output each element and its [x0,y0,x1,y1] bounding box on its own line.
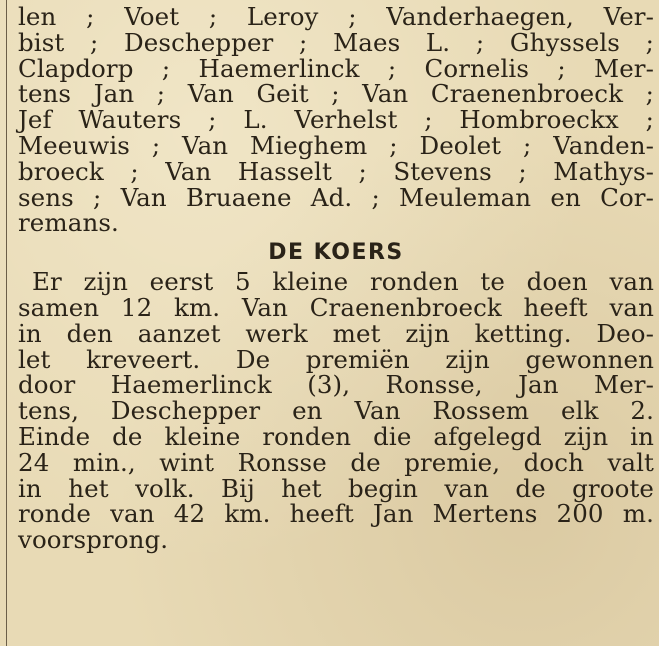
participant-list [18,4,654,236]
race-report [18,269,654,553]
text-line: in het volk. Bij het begin van de groote [18,473,654,503]
text-line: Meeuwis ; Van Mieghem ; Deolet ; Vanden- [18,130,654,160]
text-line: sens ; Van Bruaene Ad. ; Meuleman en Cor- [18,182,654,212]
text-line: remans. [18,208,119,238]
text-line: ronde van 42 km. heeft Jan Mertens 200 m. [18,499,654,529]
section-heading: DE KOERS [268,240,404,266]
text-line: voorsprong. [18,525,169,555]
text-line: bist ; Deschepper ; Maes L. ; Ghyssels ; [18,27,654,57]
text-line: samen 12 km. Van Craenenbroeck heeft van [18,292,654,322]
text-line: Einde de kleine ronden die afgelegd zijn in [18,421,654,451]
text-line: 24 min., wint Ronsse de premie, doch valt [18,447,654,477]
article-column [18,4,654,553]
text-line: Jef Wauters ; L. Verhelst ; Hombroeckx ; [18,105,654,135]
text-line: broeck ; Van Hasselt ; Stevens ; Mathys- [18,156,654,186]
text-line: door Haemerlinck (3), Ronsse, Jan Mer- [18,370,654,400]
text-line: tens, Deschepper en Van Rossem elk 2. [18,396,654,426]
text-line: in den aanzet werk met zijn ketting. Deo- [18,318,654,348]
text-line: Er zijn eerst 5 kleine ronden te doen van [32,267,654,297]
text-line: let kreveert. De premiën zijn gewonnen [18,344,654,374]
text-line: len ; Voet ; Leroy ; Vanderhaegen, Ver- [18,2,654,31]
text-line: Clapdorp ; Haemerlinck ; Cornelis ; Mer- [18,53,654,83]
column-rule [6,0,7,646]
text-line: tens Jan ; Van Geit ; Van Craenenbroeck ; [18,79,654,109]
